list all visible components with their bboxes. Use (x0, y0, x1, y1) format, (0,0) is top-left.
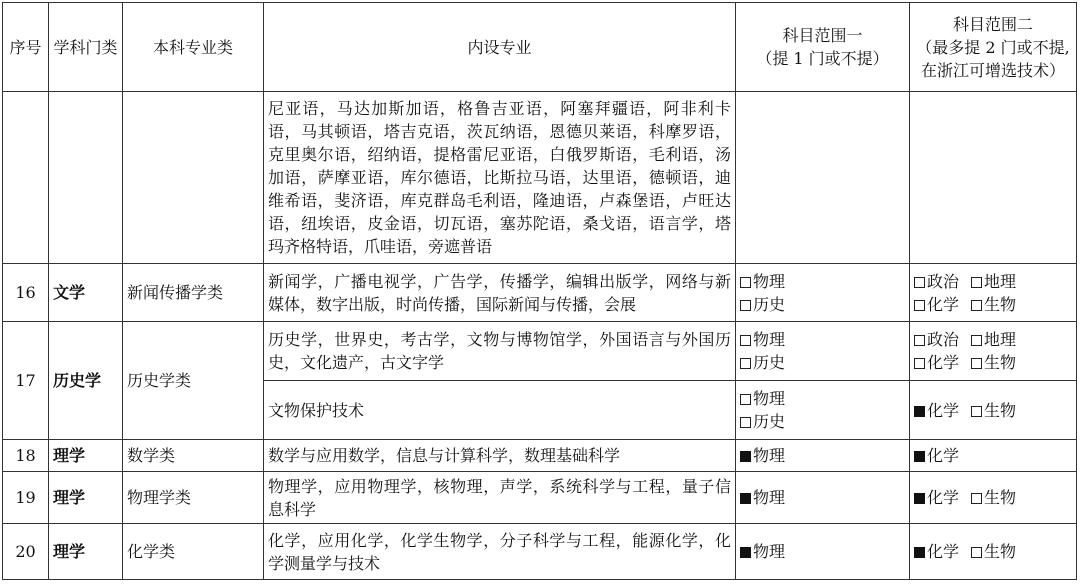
row-no: 20 (3, 524, 49, 580)
header-majors: 内设专业 (264, 3, 736, 92)
checkbox-empty-icon (971, 335, 982, 346)
subject-option (740, 351, 905, 374)
row-range1 (736, 524, 910, 580)
row-majors: 化学，应用化学，化学生物学，分子科学与工程，能源化学，化学测量学与技术 (264, 524, 736, 580)
row-majors: 历史学，世界史，考古学，文物与博物馆学，外国语言与外国历史，文化遗产，古文字学 (264, 322, 736, 381)
table-row (3, 472, 1077, 524)
row-category: 历史学 (49, 322, 123, 440)
checkbox-empty-icon (971, 493, 982, 504)
subject-label: 化学 (927, 488, 960, 507)
subject-option (914, 270, 959, 293)
subject-pair (914, 399, 1072, 422)
checkbox-empty-icon (740, 417, 751, 428)
subject-label: 化学 (927, 294, 960, 314)
table-row (3, 92, 1077, 264)
subject-label: 物理 (753, 271, 786, 291)
checkbox-empty-icon (740, 358, 751, 369)
row-range2 (910, 264, 1077, 322)
row-majors: 新闻学，广播电视学，广告学，传播学，编辑出版学，网络与新媒体，数字出版，时尚传播，国际新闻与传播，会展 (264, 264, 736, 322)
checkbox-empty-icon (914, 277, 925, 288)
row-no: 17 (3, 322, 49, 440)
subject-option (971, 270, 1016, 293)
checkbox-empty-icon (740, 300, 751, 311)
row-class: 化学类 (123, 524, 264, 580)
checkbox-filled-icon (914, 406, 925, 417)
row-class (123, 92, 264, 264)
subject-option (914, 399, 959, 422)
checkbox-empty-icon (740, 394, 751, 405)
checkbox-empty-icon (971, 547, 982, 558)
row-class: 历史学类 (123, 322, 264, 440)
subject-option (740, 328, 905, 351)
row-category (49, 92, 123, 264)
row-class: 数学类 (123, 440, 264, 472)
subject-option (971, 486, 1016, 509)
row-range1 (736, 264, 910, 322)
row-class: 物理学类 (123, 472, 264, 524)
subject-option (740, 270, 905, 293)
checkbox-filled-icon (914, 493, 925, 504)
subject-option (971, 399, 1016, 422)
checkbox-filled-icon (740, 493, 751, 504)
checkbox-empty-icon (971, 358, 982, 369)
subject-option (914, 328, 959, 351)
subject-label: 化学 (927, 353, 960, 372)
row-range2 (910, 381, 1077, 440)
row-majors: 文物保护技术 (264, 381, 736, 440)
subject-option (740, 410, 905, 433)
subject-pair (914, 351, 1072, 374)
row-range2 (910, 440, 1077, 472)
row-no (3, 92, 49, 264)
row-no: 19 (3, 472, 49, 524)
subject-label: 生物 (984, 488, 1017, 507)
subject-pair (914, 270, 1072, 293)
subject-option (971, 328, 1016, 351)
subject-option (914, 351, 959, 374)
subject-pair (914, 328, 1072, 351)
checkbox-filled-icon (740, 547, 751, 558)
subject-label: 物理 (753, 389, 786, 408)
table-row (3, 440, 1077, 472)
header-range2 (910, 3, 1077, 92)
subject-label: 生物 (984, 400, 1017, 420)
header-class: 本科专业类 (123, 3, 264, 92)
subject-pair (914, 293, 1072, 316)
row-category: 理学 (49, 440, 123, 472)
row-range1 (736, 440, 910, 472)
table-row (3, 264, 1077, 322)
checkbox-empty-icon (914, 300, 925, 311)
table-row (3, 524, 1077, 580)
subject-label: 历史 (753, 353, 786, 372)
subject-option (971, 540, 1016, 563)
checkbox-empty-icon (971, 406, 982, 417)
subject-label: 政治 (927, 330, 960, 349)
subject-requirements-table (2, 2, 1077, 580)
header-range2-line: 科目范围二 (952, 14, 1033, 34)
row-no: 18 (3, 440, 49, 472)
checkbox-filled-icon (914, 451, 925, 462)
row-majors: 数学与应用数学，信息与计算科学，数理基础科学 (264, 440, 736, 472)
subject-pair (914, 540, 1072, 563)
table-header-row (3, 3, 1077, 92)
subject-label: 生物 (984, 542, 1017, 561)
subject-label: 物理 (753, 446, 786, 465)
subject-option (740, 486, 905, 509)
subject-label: 地理 (984, 330, 1017, 349)
header-range2-line: （最多提 2 门或不提, (916, 37, 1070, 57)
row-majors: 尼亚语，马达加斯加语，格鲁吉亚语，阿塞拜疆语，阿非利卡语，马其顿语，塔吉克语，茨瓦纳语，恩德贝莱语，科摩罗语，克里奥尔语，绍纳语，提格雷尼亚语，白俄罗斯语，毛利语，汤加语，萨摩亚语，库尔德语，比斯拉马语，达里语，德顿语，迪维希语，斐济语，库克群岛毛利语，隆迪语，卢森堡语，卢旺达语，纽埃语，皮金语，切瓦语，塞苏陀语，桑戈语，语言学，塔玛齐格特语，爪哇语，旁遮普语 (264, 92, 736, 264)
subject-option (914, 540, 959, 563)
row-range1 (736, 472, 910, 524)
subject-label: 化学 (927, 542, 960, 561)
row-category: 理学 (49, 524, 123, 580)
subject-label: 历史 (753, 294, 786, 314)
row-no: 16 (3, 264, 49, 322)
subject-option (740, 293, 905, 316)
subject-option (971, 351, 1016, 374)
subject-option (740, 540, 905, 563)
subject-option (914, 486, 959, 509)
subject-label: 地理 (984, 271, 1017, 291)
checkbox-empty-icon (971, 277, 982, 288)
header-category: 学科门类 (49, 3, 123, 92)
subject-pair (914, 486, 1072, 509)
subject-label: 物理 (753, 542, 786, 561)
checkbox-empty-icon (914, 335, 925, 346)
row-range1 (736, 92, 910, 264)
header-range1-line: 科目范围一 (782, 26, 863, 45)
subject-label: 化学 (927, 446, 960, 465)
header-range1 (736, 3, 910, 92)
row-majors: 物理学，应用物理学，核物理，声学，系统科学与工程，量子信息科学 (264, 472, 736, 524)
row-range2 (910, 92, 1077, 264)
subject-label: 生物 (984, 353, 1017, 372)
checkbox-empty-icon (971, 300, 982, 311)
subject-label: 政治 (927, 271, 960, 291)
checkbox-filled-icon (740, 451, 751, 462)
header-no: 序号 (3, 3, 49, 92)
header-range1-line: （提 1 门或不提） (756, 49, 889, 68)
subject-label: 物理 (753, 330, 786, 349)
checkbox-filled-icon (914, 547, 925, 558)
table-row (3, 322, 1077, 381)
subject-label: 历史 (753, 412, 786, 431)
row-range2 (910, 472, 1077, 524)
row-category: 理学 (49, 472, 123, 524)
header-range2-line: 在浙江可增选技术） (920, 60, 1065, 80)
row-range1 (736, 322, 910, 381)
row-class: 新闻传播学类 (123, 264, 264, 322)
subject-label: 物理 (753, 488, 786, 507)
row-range1 (736, 381, 910, 440)
checkbox-empty-icon (914, 358, 925, 369)
checkbox-empty-icon (740, 335, 751, 346)
checkbox-empty-icon (740, 277, 751, 288)
row-range2 (910, 524, 1077, 580)
subject-option (914, 444, 1072, 467)
subject-label: 化学 (927, 400, 960, 420)
subject-option (971, 293, 1016, 316)
row-category: 文学 (49, 264, 123, 322)
subject-label: 生物 (984, 294, 1017, 314)
subject-option (740, 444, 905, 467)
subject-option (914, 293, 959, 316)
subject-option (740, 387, 905, 410)
row-range2 (910, 322, 1077, 381)
